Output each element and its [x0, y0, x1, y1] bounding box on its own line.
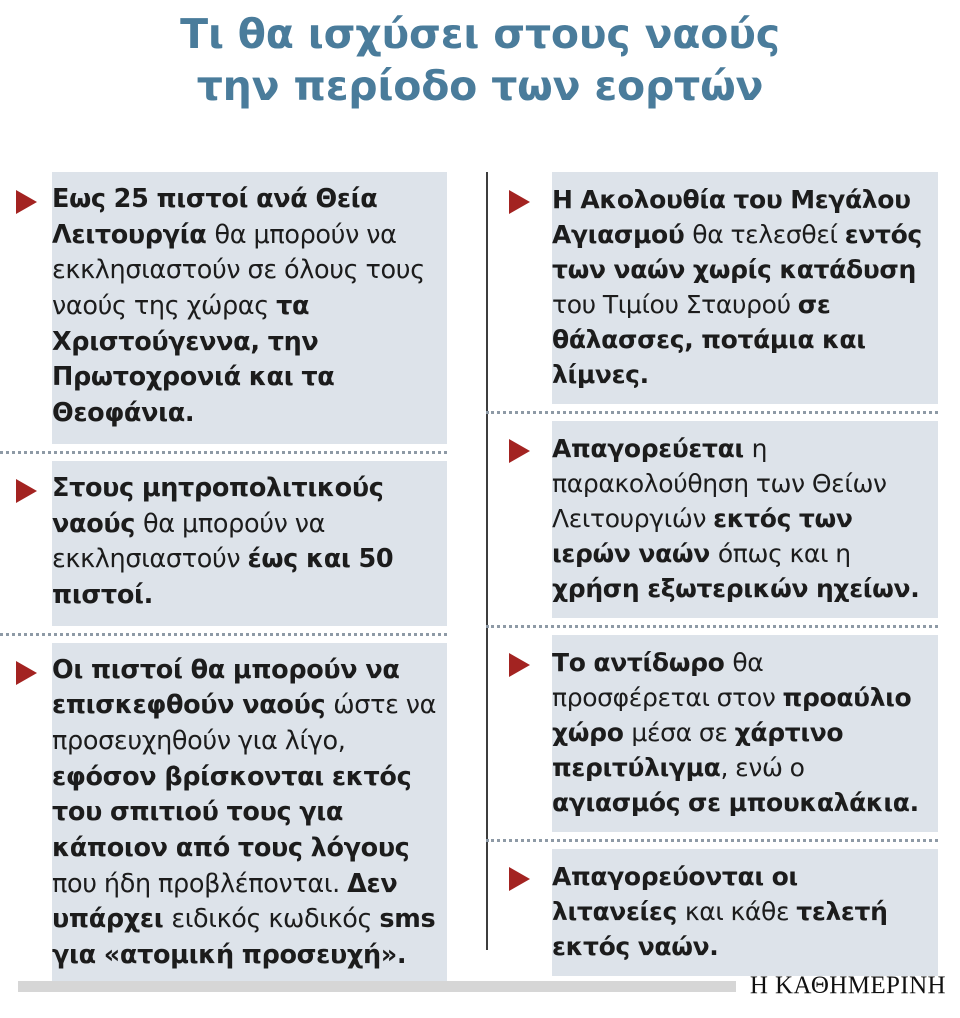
bullet-text	[52, 653, 437, 974]
bullet-text-emphasis: Απαγορεύονται οι λιτανείες	[552, 862, 798, 926]
page-title-line-2: την περίοδο των εορτών	[196, 62, 764, 111]
bullet-text-normal: όπως και η	[717, 539, 851, 568]
bullet-text-normal: η παρακολούθηση των Θείων Λειτουργιών	[552, 434, 887, 533]
bullet-marker	[0, 172, 52, 214]
bullet-text-emphasis: Απαγορεύεται	[552, 434, 752, 463]
left-bullet-list	[0, 172, 447, 986]
bullet-text-normal: μέσα σε	[631, 718, 735, 747]
bullet-separator	[0, 444, 447, 461]
right-column	[486, 172, 938, 976]
content-columns	[0, 172, 960, 986]
triangle-right-icon	[16, 661, 37, 685]
bullet-text-normal: που ήδη προβλέπονται.	[52, 868, 348, 899]
bullet-item	[486, 421, 938, 618]
bullet-text-emphasis: Το αντίδωρο	[552, 648, 733, 677]
right-bullet-list	[486, 172, 938, 976]
bullet-text-emphasis: τα Χριστούγεννα, την Πρωτοχρονιά και τα Θεοφάνια.	[52, 291, 335, 429]
bullet-text-emphasis: Δεν υπάρχει	[52, 868, 398, 935]
bullet-text	[552, 182, 928, 392]
bullet-text-normal: ώστε να προσευχηθούν για λίγο,	[52, 690, 437, 756]
bullet-item	[486, 635, 938, 832]
bullet-text	[552, 431, 928, 606]
bullet-marker	[486, 849, 552, 891]
bullet-separator	[486, 618, 938, 635]
bullet-text-emphasis: Η Ακολουθία του Μεγάλου Αγιασμού	[552, 185, 911, 249]
bullet-panel	[52, 461, 447, 626]
bullet-text	[52, 182, 437, 432]
bullet-text-emphasis: εντός των ναών χωρίς κατάδυση	[552, 220, 922, 284]
bullet-text-emphasis: Στους μητροπολιτικούς ναούς	[52, 472, 384, 539]
bullet-text-emphasis: έως και 50 πιστοί.	[52, 544, 394, 610]
bullet-marker	[486, 635, 552, 677]
bullet-text	[552, 645, 928, 820]
bullet-text-emphasis: χρήση εξωτερικών ηχείων.	[552, 574, 920, 603]
triangle-right-icon	[509, 653, 530, 677]
bullet-text-normal: θα μπορούν να εκκλησιαστούν	[52, 508, 326, 575]
bullet-text-emphasis: Οι πιστοί θα μπορούν να επισκεφθούν ναούς	[52, 654, 400, 721]
bullet-panel	[52, 172, 447, 444]
page-title	[0, 0, 960, 113]
left-column	[0, 172, 447, 986]
bullet-panel	[552, 635, 938, 832]
bullet-text-emphasis: Εως 25 πιστοί ανά Θεία Λειτουργία	[52, 184, 378, 250]
bullet-marker	[486, 172, 552, 214]
triangle-right-icon	[509, 190, 530, 214]
bullet-text-normal: θα τελεσθεί	[692, 220, 845, 249]
bullet-text-emphasis: τελετή εκτός ναών.	[552, 897, 888, 961]
page-title-line-1: Τι θα ισχύσει στους ναούς	[180, 10, 780, 58]
bullet-text-emphasis: εκτός των ιερών ναών	[552, 504, 853, 568]
bullet-text-emphasis: σε θάλασσες, ποτάμια και λίμνες.	[552, 290, 866, 389]
bullet-marker	[0, 643, 52, 685]
bullet-text-emphasis: προαύλιο χώρο	[552, 683, 912, 747]
bullet-item	[486, 849, 938, 976]
bullet-item	[0, 643, 447, 986]
bullet-text-emphasis: sms για «ατομική προσευχή».	[52, 904, 436, 971]
dotted-rule	[0, 633, 447, 636]
bullet-panel	[52, 643, 447, 986]
bullet-separator	[486, 832, 938, 849]
publisher-brand: Η ΚΑΘΗΜΕΡΙΝΗ	[749, 972, 946, 999]
bullet-text-normal: ειδικός κωδικός	[171, 904, 380, 935]
bullet-item	[486, 172, 938, 404]
bullet-item	[0, 461, 447, 626]
dotted-rule	[486, 625, 938, 628]
triangle-right-icon	[16, 479, 37, 503]
dotted-rule	[486, 839, 938, 842]
bullet-panel	[552, 849, 938, 976]
bullet-separator	[0, 626, 447, 643]
bullet-panel	[552, 421, 938, 618]
dotted-rule	[486, 411, 938, 414]
bullet-text-normal: του Τιμίου Σταυρού	[552, 290, 798, 319]
bullet-text-normal: και κάθε	[684, 897, 797, 926]
triangle-right-icon	[16, 190, 37, 214]
bullet-text-emphasis: αγιασμός σε μπουκαλάκια.	[552, 788, 919, 817]
footer-rule	[18, 981, 736, 992]
bullet-panel	[552, 172, 938, 404]
triangle-right-icon	[509, 439, 530, 463]
triangle-right-icon	[509, 867, 530, 891]
bullet-text-normal: , ενώ ο	[720, 753, 805, 782]
bullet-text	[52, 471, 437, 614]
bullet-separator	[486, 404, 938, 421]
bullet-text	[552, 859, 928, 964]
bullet-text-emphasis: χάρτινο περιτύλιγμα	[552, 718, 844, 782]
bullet-text-normal: θα μπορούν να εκκλησιαστούν σε όλους τους ναούς της χώρας	[52, 219, 425, 322]
dotted-rule	[0, 451, 447, 454]
bullet-marker	[0, 461, 52, 503]
bullet-text-emphasis: εφόσον βρίσκονται εκτός του σπιτιού τους για κάποιον από τους λόγους	[52, 761, 412, 863]
footer	[0, 972, 960, 1000]
bullet-text-normal: θα προσφέρεται στον	[552, 648, 783, 712]
bullet-marker	[486, 421, 552, 463]
bullet-item	[0, 172, 447, 444]
